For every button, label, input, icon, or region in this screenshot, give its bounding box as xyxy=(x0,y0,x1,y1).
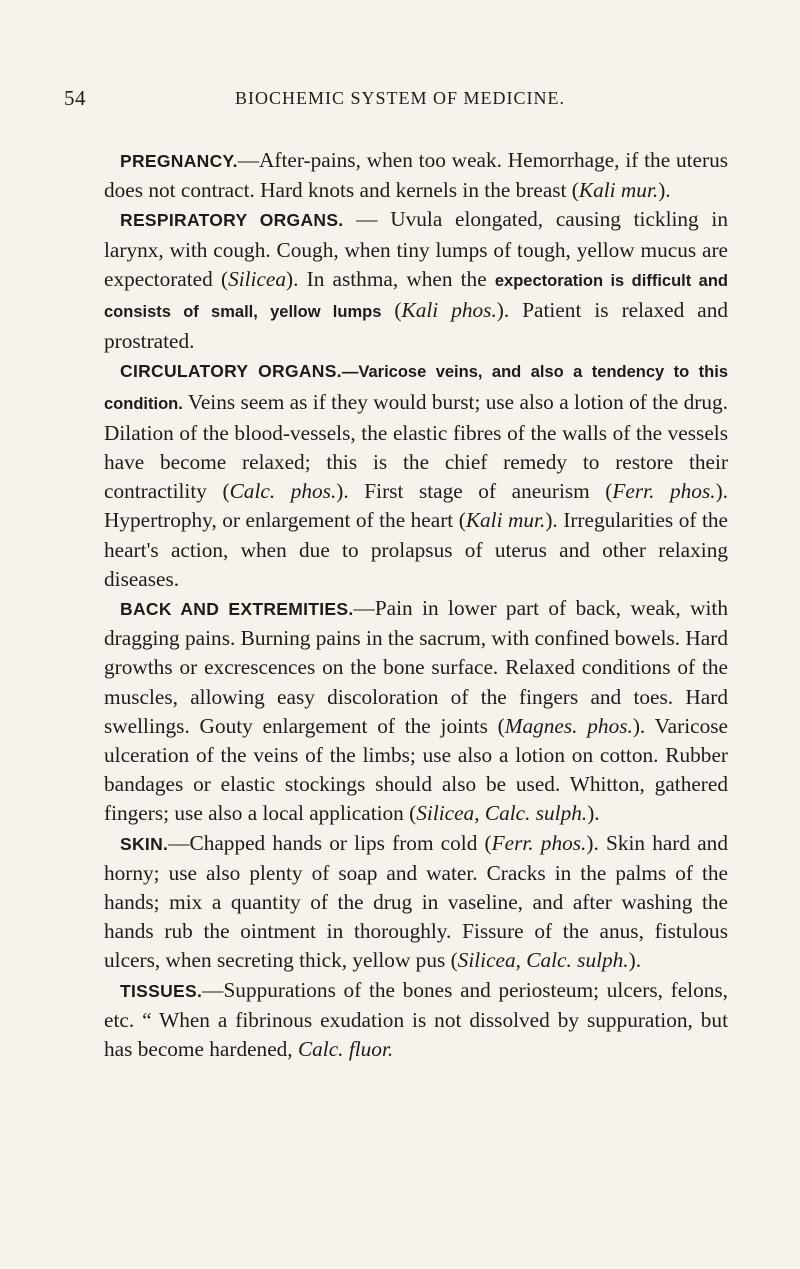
section-heading: CIRCULATORY ORGANS. xyxy=(120,361,342,382)
running-head xyxy=(64,86,736,118)
paragraph-pregnancy xyxy=(104,146,728,205)
remedy-name: Kali mur. xyxy=(465,508,546,533)
section-heading: SKIN. xyxy=(120,833,169,854)
text-run: ). xyxy=(658,178,671,203)
text-run: —After-pains, when too weak. Hemorrhage, if the uterus does not contract. Hard knots and kernels in the breast ( xyxy=(104,148,728,203)
text-run: Veins seem as if they would burst; use also a lotion of the drug. Dilation of the blood-vessels, the elastic fibres of the walls of the vessels have become relaxed; this is the chief remedy to restore their contractility ( xyxy=(104,389,728,504)
remedy-name: Calc. sulph. xyxy=(484,801,588,826)
remedy-name: Ferr. phos. xyxy=(612,479,716,504)
text-run: ). Skin hard and horny; use also plenty of soap and water. Cracks in the palms of the hands; mix a quantity of the drug in vaseline, and after washing the hands rub the ointment in thoroughly. Fissure of the anus, fistulous ulcers, when secreting thick, yellow pus ( xyxy=(104,830,728,973)
text-run: ). Patient is relaxed and prostrated. xyxy=(104,298,729,354)
remedy-name: Calc. fluor. xyxy=(297,1037,394,1062)
text-run: —Pain in lower part of back, weak, with dragging pains. Burning pains in the sacrum, with confined bowels. Hard growths or excrescences on the bone surface. Relaxed conditions of the muscles, allowing easy discoloration of the fingers and toes. Hard swellings. Gouty enlargement of the joints ( xyxy=(104,596,728,738)
bold-text-run: —Varicose veins, and also a tendency to this condition. xyxy=(104,363,729,413)
text-run: ). Varicose ulceration of the veins of the limbs; use also a lotion on cotton. Rubber bandages or elastic stockings should also be used. Whitton, gathered fingers; use also a local application ( xyxy=(104,713,728,826)
text-run: ). xyxy=(628,948,642,973)
remedy-name: Kali mur. xyxy=(578,178,659,203)
text-run: , xyxy=(515,948,527,973)
body-text xyxy=(104,146,728,1064)
remedy-name: Silicea xyxy=(457,948,516,973)
remedy-name: Magnes. phos. xyxy=(504,713,633,738)
text-run: —Suppurations of the bones and periosteum; ulcers, felons, etc. “ When a fibrinous exudation is not dissolved by suppuration, but has become hardened, xyxy=(104,977,728,1062)
remedy-name: Ferr. phos. xyxy=(491,830,587,855)
remedy-name: Silicea xyxy=(228,266,287,291)
text-run: ). First stage of aneurism ( xyxy=(336,479,613,504)
text-run: , xyxy=(474,801,485,826)
text-run: — Uvula elongated, causing tickling in larynx, with cough. Cough, when tiny lumps of tough, yellow mucus are expectorated ( xyxy=(104,207,728,291)
running-title: BIOCHEMIC SYSTEM OF MEDICINE. xyxy=(234,88,566,108)
text-run: ). In asthma, when the xyxy=(286,266,495,291)
paragraph-respiratory xyxy=(104,205,728,356)
paragraph-circulatory xyxy=(104,356,728,594)
section-heading: BACK AND EXTREMITIES. xyxy=(120,599,354,620)
remedy-name: Kali phos. xyxy=(401,298,497,323)
text-run: ). Irregularities of the heart's action, when due to prolapsus of uterus and other relaxing diseases. xyxy=(104,508,728,591)
section-heading: TISSUES. xyxy=(120,980,203,1001)
paragraph-tissues xyxy=(104,976,728,1065)
text-run: ( xyxy=(381,298,402,323)
remedy-name: Calc. phos. xyxy=(229,479,337,504)
text-run: —Chapped hands or lips from cold ( xyxy=(168,830,492,855)
text-run: ). xyxy=(587,801,600,826)
section-heading: PREGNANCY. xyxy=(120,151,238,171)
remedy-name: Silicea xyxy=(416,801,475,826)
text-run: ). Hypertrophy, or enlargement of the heart ( xyxy=(104,479,728,533)
section-heading: RESPIRATORY ORGANS. xyxy=(120,210,344,231)
paragraph-skin xyxy=(104,829,728,976)
remedy-name: Calc. sulph. xyxy=(526,948,629,973)
page-number: 54 xyxy=(64,86,86,110)
bold-text-run: expectoration is difficult and consists of small, yellow lumps xyxy=(104,271,729,322)
paragraph-back-extremities xyxy=(104,594,728,829)
